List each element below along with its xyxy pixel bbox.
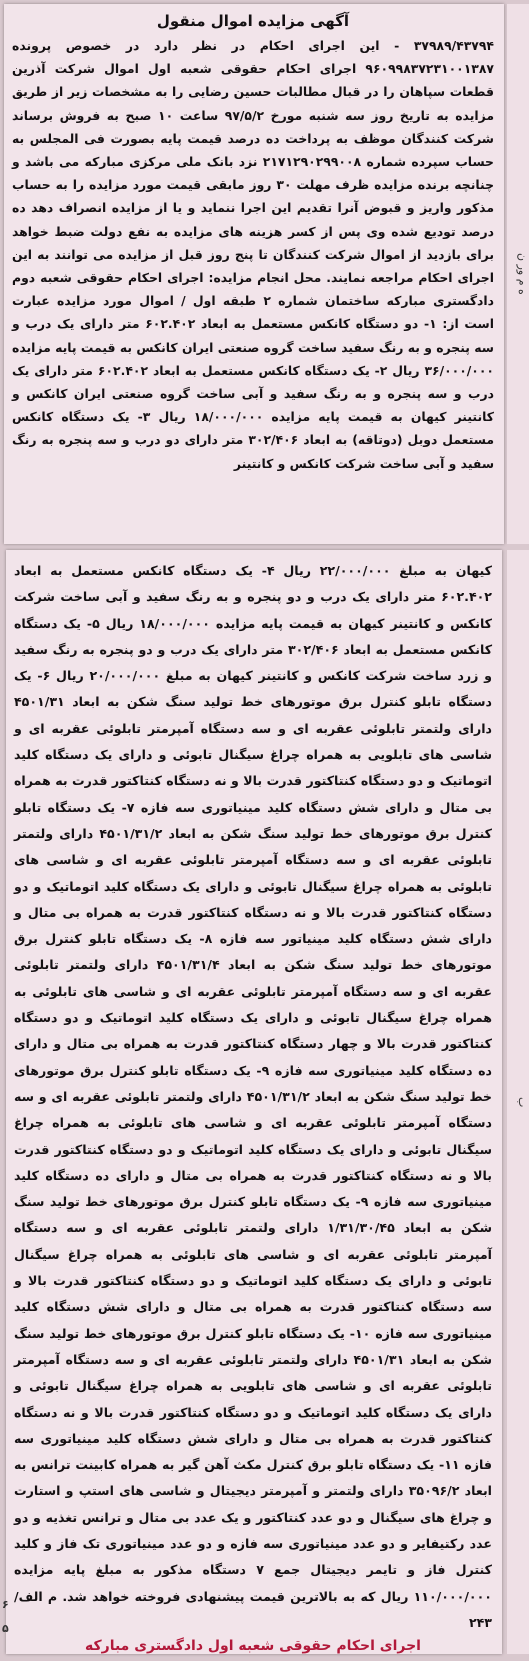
margin-mark-1: ۶ <box>2 1598 9 1611</box>
notice-body-bottom: کیهان به مبلغ ۲۲/۰۰۰/۰۰۰ ریال ۴- یک دستگاه کانکس مستعمل به ابعاد ۶۰۲.۴۰۲ متر دارای یک درب و دو پنجره و به رنگ سفید و آبی ساخت شرکت کانکس و کانتینر کیهان به قیمت پایه مزایده ۱۸/۰۰۰/۰۰۰ ریال ۵- یک دستگاه کانکس مستعمل به ابعاد ۳۰۲/۴۰۶ متر دارای یک درب و دو پنجره به رنگ سفید و زرد ساخت شرکت کانکس و کانتینر کیهان به مبلغ ۲۰/۰۰۰/۰۰۰ ریال ۶- یک دستگاه تابلو کنترل برق موتورهای خط تولید سنگ شکن به ابعاد ۴۵۰۱/۳۱ دارای ولتمتر تابلوئی عقربه ای و سه دستگاه آمپرمتر تابلوئی عقربه ای و شاسی های تابلویی به همراه چراغ سیگنال تابوئی و دارای یک دستگاه کلید اتوماتیک و دو دستگاه کنتاکتور قدرت بالا و نه دستگاه کنتاکتور قدرت به همراه بی متال و دارای شش دستگاه کلید مینیاتوری سه فازه ۷- یک دستگاه تابلو کنترل برق موتورهای خط تولید سنگ شکن به ابعاد ۴۵۰۱/۳۱/۲ دارای ولتمتر تابلوئی عقربه ای و سه دستگاه آمپرمتر تابلوئی عقربه ای و شاسی های تابلوئی به همراه چراغ سیگنال تابوئی و دارای یک دستگاه کلید اتوماتیک و دو دستگاه کنتاکتور قدرت بالا و نه دستگاه کنتاکتور قدرت به همراه بی متال و دارای شش دستگاه کلید مینیاتور سه فازه ۸- یک دستگاه تابلو کنترل برق موتورهای خط تولید سنگ شکن به ابعاد ۴۵۰۱/۳۱/۴ دارای ولتمتر تابلوئی عقربه ای و سه دستگاه آمپرمتر تابلوئی عقربه ای و شاسی های تابلوئی به همراه چراغ سیگنال تابوئی و دارای یک دستگاه کلید اتوماتیک و دو دستگاه کنتاکتور قدرت بالا و چهار دستگاه کنتاکتور قدرت به همراه بی متال و دارای ده دستگاه کلید مینیاتوری سه فازه ۹- یک دستگاه تابلو کنترل برق موتورهای خط تولید سنگ شکن به ابعاد ۴۵۰۱/۳۱/۲ دارای ولتمتر تابلوئی عقربه ای و سه دستگاه آمپرمتر تابلوئی عقربه ای و شاسی های تابلوئی به همراه چراغ سیگنال تابوئی و دارای یک دستگاه کلید اتوماتیک و دو دستگاه کنتاکتور قدرت بالا و نه دستگاه کنتاکتور قدرت به همراه بی متال و دارای ده دستگاه کلید مینیاتوری سه فازه ۹- یک دستگاه تابلو کنترل برق موتورهای خط تولید سنگ شکن به ابعاد ۱/۳۱/۳۰/۴۵ دارای ولتمتر تابلوئی عقربه ای و سه دستگاه آمپرمتر تابلوئی عقربه ای و شاسی های تابلوئی به همراه چراغ سیگنال تابوئی و دارای یک دستگاه کلید اتوماتیک و دو دستگاه کنتاکتور قدرت بالا و سه دستگاه کنتاکتور قدرت به همراه بی متال و دارای شش دستگاه کلید مینیاتوری سه فازه ۱۰- یک دستگاه تابلو کنترل برق موتورهای خط تولید سنگ شکن به ابعاد ۴۵۰۱/۳۱ دارای ولتمتر تابلوئی عقربه ای و سه دستگاه آمپرمتر تابلوئی عقربه ای و شاسی های تابلویی به همراه چراغ سیگنال تابوئی و دارای یک دستگاه کلید اتوماتیک و دو دستگاه کنتاکتور قدرت بالا و نه دستگاه کنتاکتور قدرت به همراه بی متال و دارای شش دستگاه کلید مینیاتوری سه فازه ۱۱- یک دستگاه تابلو برق کنترل مکث آهن گیر به همراه کابینت ترانس به ابعاد ۳۵۰۹۶/۲ دارای ولتمتر و آمپرمتر دیجیتال و شاسی های استپ و استارت و چراغ های سیگنال و دو عدد کنتاکتور و یک عدد بی متال و ترانس تغذیه و دو عدد رکتیفایر و دو عدد مینیاتوری سه فازه و دو عدد مینیاتوری تک فاز و کلید کنترل فاز و تایمر دیجیتال جمع ۷ دستگاه مذکور به مبلغ پایه مزایده ۱۱۰/۰۰۰/۰۰۰ ریال که به بالاترین قیمت پیشنهادی فروخته خواهد شد. م الف/ ۲۴۳ <box>14 563 493 1630</box>
notice-title: آگهی مزایده اموال منقول <box>156 12 350 30</box>
adjacent-column-edge-bottom: ب <box>507 550 529 1654</box>
notice-clipping-bottom <box>6 550 502 1654</box>
adjacent-column-edge-top: ه م ور ن <box>507 4 529 544</box>
notice-clipping-top <box>4 4 504 544</box>
issuer-signature: اجرای احکام حقوقی شعبه اول دادگستری مبارکه <box>85 1638 421 1654</box>
margin-mark-2: ۵ <box>2 1622 9 1635</box>
notice-body-top: ۳۷۹۸۹/۴۳۷۹۴ - این اجرای احکام در نظر دارد در خصوص پرونده ۹۶۰۹۹۸۳۷۲۳۱۰۰۱۳۸۷ اجرای احکام حقوقی شعبه اول اموال شرکت آذرین قطعات سپاهان را در قبال مطالبات حسین رضایی را به مشخصات زیر از طریق مزایده به تاریخ روز سه شنبه مورخ ۹۷/۵/۲ ساعت ۱۰ صبح به فروش برساند شرکت کنندگان موظف به پرداخت ده درصد قیمت پایه بصورت فی المجلس به حساب سپرده شماره ۲۱۷۱۲۹۰۲۹۹۰۰۸ نزد بانک ملی مرکزی مبارکه می باشد و چنانچه برنده مزایده ظرف مهلت ۳۰ روز مابقی قیمت مورد مزایده را به حساب مذکور واریز و قبوض آنرا تقدیم این اجرا ننماید و یا از مزایده انصراف دهد ده درصد تودیع شده وی پس از کسر هزینه های مزایده به نفع دولت ضبط خواهد برای بازدید از اموال شرکت کنندگان تا پنج روز قبل از مزایده می توانند به این اجرای احکام مراجعه نمایند. محل انجام مزایده: اجرای احکام حقوقی شعبه دوم دادگستری مبارکه ساختمان شماره ۲ طبقه اول / اموال مورد مزایده عبارت است از: ۱- دو دستگاه کانکس مستعمل به ابعاد ۶۰۲.۴۰۲ متر دارای یک درب و سه پنجره و به رنگ سفید ساخت گروه صنعتی ایران کانکس به قیمت پایه مزایده ۳۶/۰۰۰/۰۰۰ ریال ۲- یک دستگاه کانکس مستعمل به ابعاد ۶۰۲.۴۰۲ متر دارای یک درب و سه پنجره و به رنگ سفید و آبی ساخت گروه صنعتی ایران کانکس و کانتینر کیهان به قیمت پایه مزایده ۱۸/۰۰۰/۰۰۰ ریال ۳- یک دستگاه کانکس مستعمل دوبل (دوتاقه) به ابعاد ۳۰۲/۴۰۶ متر دارای دو درب و سه پنجره به رنگ سفید و آبی ساخت شرکت کانکس و کانتینر <box>12 38 495 471</box>
